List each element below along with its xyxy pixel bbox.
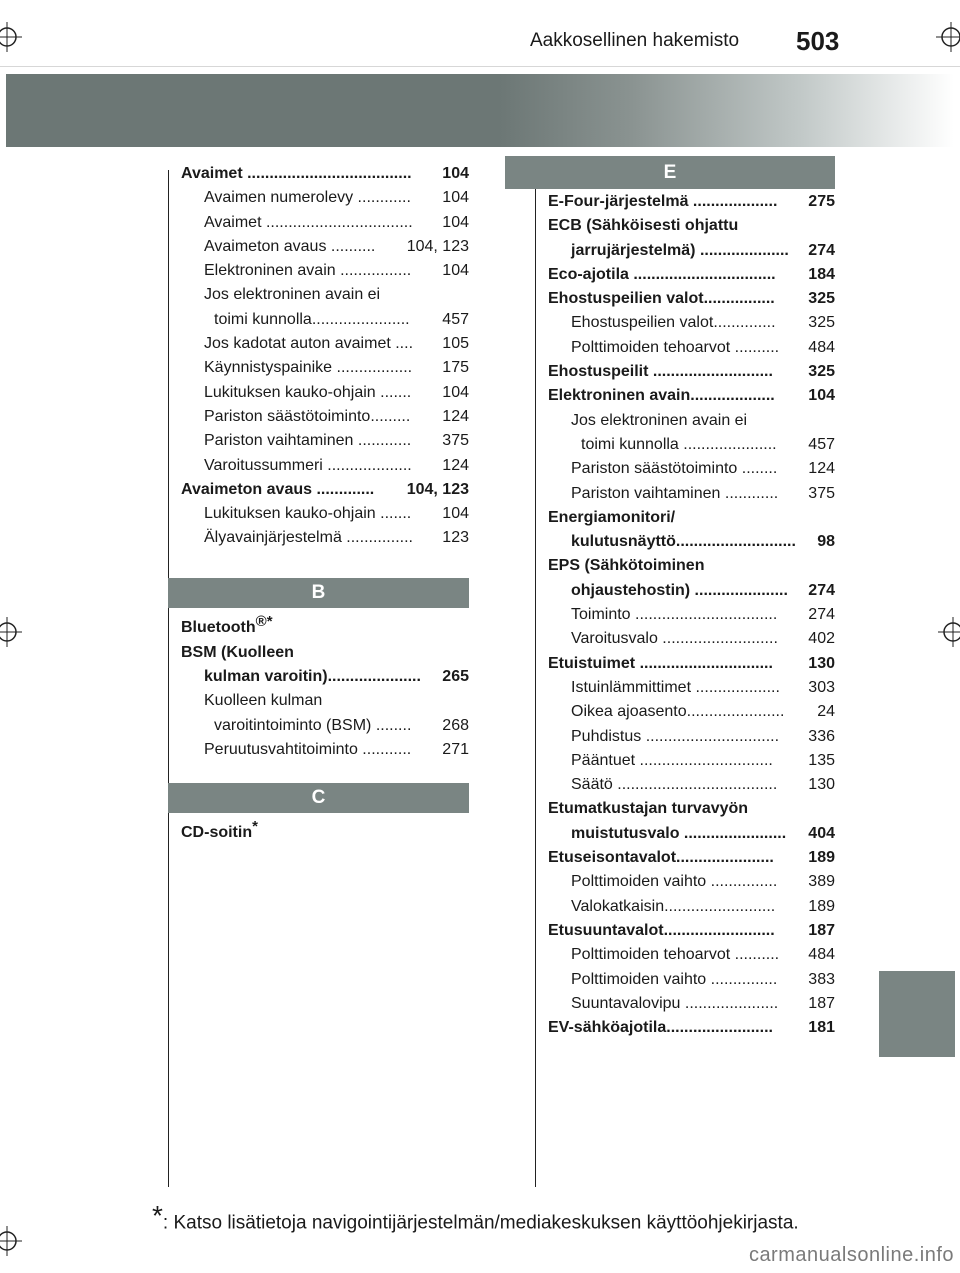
index-entry-leader: ...................... [676, 849, 774, 867]
section-header-e: E [505, 156, 835, 189]
index-entry-leader: ................... [322, 456, 412, 474]
index-entry [548, 968, 835, 992]
index-entry-leader: ................ [335, 262, 412, 280]
index-entry-page: 24 [815, 700, 835, 724]
index-entry-page: 184 [806, 263, 835, 287]
index-entry-leader: .............................. [635, 654, 773, 672]
index-entry-leader: ............... [706, 970, 778, 988]
footnote-text: : Katso lisätietoja navigointijärjestelmän/mediakeskuksen käyttöohjekirjasta. [162, 1212, 799, 1234]
index-entry [548, 336, 835, 360]
index-entry [548, 652, 835, 676]
chapter-thumb-tab [879, 971, 955, 1057]
index-entry [181, 478, 469, 502]
index-entry [181, 356, 469, 380]
index-entry [548, 287, 835, 311]
index-entry-leader: ........... [357, 740, 412, 758]
index-entry-page: 105 [440, 332, 469, 356]
index-entry-text: Polttimoiden tehoarvot [571, 946, 731, 964]
index-entry-leader: ................... [691, 678, 780, 696]
index-entry-page: 457 [806, 433, 835, 457]
index-entry-text: Polttimoiden vaihto [571, 970, 707, 988]
index-entry-text: Lukituksen kauko-ohjain [204, 505, 376, 523]
index-entry-leader: ................................ [630, 606, 778, 624]
index-entry-leader: ..................... [680, 994, 779, 1012]
section-header-c: C [168, 783, 469, 813]
index-entry [548, 506, 835, 530]
registration-mark-icon [0, 617, 22, 647]
index-entry-text: Puhdistus [571, 727, 642, 745]
page-number: 503 [796, 26, 840, 56]
index-entry [548, 214, 835, 238]
index-entry [181, 381, 469, 405]
index-entry-text: Pariston vaihtaminen [204, 432, 354, 450]
index-entry-page: 104 [806, 384, 835, 408]
index-entry-page: 375 [806, 482, 835, 506]
index-entry [181, 454, 469, 478]
index-entry-page: 383 [806, 968, 835, 992]
middle-column-rule [535, 170, 536, 1187]
index-entry-leader: ........................ [666, 1019, 773, 1037]
index-entry-text: Kuolleen kulman [204, 692, 323, 710]
index-entry-leader: .............................. [641, 727, 780, 745]
index-entry-text: toimi kunnolla [581, 435, 679, 453]
index-entry-leader: ............... [341, 529, 413, 547]
index-entry-text: jarrujärjestelmä) [571, 241, 696, 259]
registration-mark-icon [0, 22, 22, 52]
index-entry-text: Avaimet [181, 165, 243, 182]
index-entry-page: 389 [806, 870, 835, 894]
index-entry-text: Oikea ajoasento [571, 703, 687, 721]
index-entry [548, 263, 835, 287]
index-entry-page: 274 [806, 603, 835, 627]
index-entry-text: ohjaustehostin) [571, 581, 691, 599]
index-entry-text: Ehostuspeilien valot [571, 314, 714, 332]
index-entry-leader: ............. [312, 480, 375, 498]
index-entry-text: Peruutusvahtitoiminto [204, 740, 358, 758]
index-entry-page: 104 [440, 211, 469, 235]
index-entry [548, 239, 835, 263]
index-entry-text: Etuistuimet [548, 654, 636, 672]
index-entry-text: Avaimet [204, 213, 262, 231]
index-entry [181, 815, 469, 846]
index-entry-leader: ................................. [261, 213, 413, 231]
index-entry-leader: ........................... [675, 533, 796, 551]
index-entry-page: 98 [815, 530, 835, 554]
index-entry-page: 303 [806, 676, 835, 700]
index-entry-leader: ........ [371, 716, 412, 734]
index-entry-leader: ................. [332, 359, 413, 377]
index-entry-text: Avaimeton avaus [181, 480, 313, 498]
header-rule [0, 66, 960, 67]
index-entry [548, 749, 835, 773]
index-entry-text: Suuntavalovipu [571, 994, 681, 1012]
index-entry [181, 235, 469, 259]
index-entry [548, 870, 835, 894]
index-entry-leader: ......................... [663, 921, 775, 939]
index-entry [548, 603, 835, 627]
registration-mark-icon [936, 22, 960, 52]
index-entry [548, 700, 835, 724]
index-entry-page: 104 [440, 162, 469, 186]
index-entry [548, 457, 835, 481]
index-entry [548, 409, 835, 433]
index-entry-leader: ..................... [327, 667, 421, 685]
index-entry-leader: ..................... [678, 435, 777, 453]
index-entry-leader: ......................... [664, 897, 776, 915]
index-entry-text: Ehostuspeilit [548, 363, 649, 381]
watermark-text: carmanualsonline.info [748, 1244, 954, 1266]
index-entry-text: Valokatkaisin [571, 897, 665, 915]
index-entry-leader: .................... [695, 241, 789, 259]
index-entry-page: 325 [806, 311, 835, 335]
index-entry-leader: ..................... [690, 581, 788, 599]
index-entry-leader: ................... [688, 193, 778, 210]
index-entry-page: 130 [806, 773, 835, 797]
index-entry [548, 311, 835, 335]
index-entry [181, 283, 469, 307]
index-entry-leader: .................................... [612, 776, 778, 794]
index-entry-page: 268 [440, 714, 469, 738]
index-entry-page: 402 [806, 627, 835, 651]
index-entry-text: Avaimeton avaus [204, 237, 327, 255]
left-column-rule [168, 170, 169, 1187]
index-entry [181, 211, 469, 235]
index-entry-leader: ...................... [686, 703, 785, 721]
index-entry-page: 187 [806, 992, 835, 1016]
index-entry-page: 135 [806, 749, 835, 773]
index-entry [181, 405, 469, 429]
index-entry [548, 627, 835, 651]
index-entry-page: 104 [440, 381, 469, 405]
index-entry-text: Jos elektroninen avain ei [571, 411, 748, 429]
index-entry-superscript: ®* [255, 613, 273, 630]
index-entry-page: 124 [440, 454, 469, 478]
index-entry-text: Varoitusvalo [571, 630, 658, 648]
index-entry-leader: .... [390, 335, 414, 353]
index-entry-text: Lukituksen kauko-ohjain [204, 383, 376, 401]
index-entry-text: CD-soitin [181, 824, 253, 842]
index-entry [548, 846, 835, 870]
index-entry-text: toimi kunnolla [214, 310, 312, 328]
index-entry-page: 484 [806, 336, 835, 360]
index-entry-text: Pariston vaihtaminen [571, 484, 721, 502]
index-entry-leader: ....................... [679, 824, 787, 842]
index-entry-text: EV-sähköajotila [548, 1019, 667, 1037]
index-entry-text: Bluetooth [181, 619, 256, 637]
index-entry [548, 773, 835, 797]
index-entry-leader: .......................... [657, 630, 778, 648]
footnote [152, 1196, 799, 1234]
index-entry-page: 484 [806, 943, 835, 967]
index-entry-leader: .............................. [635, 751, 773, 769]
index-entry-leader: ............ [353, 189, 411, 207]
index-entry [181, 259, 469, 283]
index-entry-text: muistutusvalo [571, 824, 680, 842]
index-entry [548, 822, 835, 846]
index-entry-page: 274 [806, 239, 835, 263]
index-entry [548, 554, 835, 578]
index-entry [181, 502, 469, 526]
index-entry [181, 162, 469, 186]
index-entry [181, 610, 469, 641]
index-entry-page: 275 [806, 190, 835, 214]
index-entry [548, 919, 835, 943]
index-entry [181, 738, 469, 762]
index-entry [548, 482, 835, 506]
index-entry-page: 104, 123 [405, 478, 469, 502]
index-group-c [181, 815, 469, 846]
index-entry-page: 104 [440, 186, 469, 210]
index-entry-text: Jos elektroninen avain ei [204, 286, 381, 304]
index-entry-page: 189 [806, 846, 835, 870]
index-entry-text: Elektroninen avain [204, 262, 336, 280]
index-entry-text: Toiminto [571, 606, 631, 624]
index-entry-text: Käynnistyspainike [204, 359, 333, 377]
index-entry-text: ECB (Sähköisesti ohjattu [548, 217, 739, 235]
index-entry [548, 579, 835, 603]
index-entry [181, 689, 469, 713]
page-header-title: Aakkosellinen hakemisto [530, 30, 740, 51]
index-entry [548, 1016, 835, 1040]
index-entry-text: Polttimoiden tehoarvot [571, 338, 731, 356]
index-entry [181, 714, 469, 738]
registration-mark-icon [0, 1226, 22, 1256]
index-entry-text: Pariston säästötoiminto [571, 460, 738, 478]
index-entry-text: Ehostuspeilien valot [548, 290, 704, 308]
index-entry [548, 943, 835, 967]
index-entry-text: Pääntuet [571, 751, 636, 769]
index-entry [181, 332, 469, 356]
index-entry-text: Istuinlämmittimet [571, 678, 692, 696]
index-entry-text: BSM (Kuolleen [181, 643, 294, 661]
index-entry-page: 130 [806, 652, 835, 676]
index-entry-page: 104, 123 [405, 235, 469, 259]
index-entry-leader: ................ [703, 290, 775, 308]
index-entry-leader: ............ [720, 484, 779, 502]
index-entry [181, 641, 469, 665]
index-entry-page: 124 [806, 457, 835, 481]
index-entry [181, 526, 469, 550]
index-entry [548, 530, 835, 554]
index-entry [181, 186, 469, 210]
index-entry-page: 124 [440, 405, 469, 429]
index-entry-text: Älyavainjärjestelmä [204, 529, 342, 547]
index-entry [548, 992, 835, 1016]
index-entry-superscript: * [252, 818, 258, 835]
index-entry-text: Energiamonitori/ [548, 508, 676, 526]
index-entry-text: Varoitussummeri [204, 456, 323, 474]
index-entry-leader: ............... [706, 873, 778, 891]
index-entry-text: E-Four-järjestelmä [548, 193, 689, 210]
index-entry-page: 336 [806, 725, 835, 749]
index-entry-page: 271 [440, 738, 469, 762]
index-entry-text: Eco-ajotila [548, 265, 629, 283]
index-entry-text: EPS (Sähkötoiminen [548, 557, 705, 575]
index-entry [548, 797, 835, 821]
footnote-asterisk: * [152, 1200, 163, 1231]
index-entry-leader: ........ [737, 460, 778, 478]
index-entry-leader: .......... [730, 946, 780, 964]
index-group-e [548, 190, 835, 1040]
index-entry-leader: ...................... [311, 310, 410, 328]
index-entry-text: Polttimoiden vaihto [571, 873, 707, 891]
index-entry-leader: .............. [713, 314, 776, 332]
index-group-a [181, 162, 469, 551]
index-entry-leader: ............ [353, 432, 412, 450]
index-entry-page: 189 [806, 895, 835, 919]
index-entry-page: 404 [806, 822, 835, 846]
index-entry-page: 375 [440, 429, 469, 453]
index-entry [548, 676, 835, 700]
index-entry [548, 360, 835, 384]
index-entry-leader: .......... [730, 338, 780, 356]
index-entry-page: 325 [806, 360, 835, 384]
index-entry-page: 181 [806, 1016, 835, 1040]
index-entry-leader: .......... [326, 237, 376, 255]
index-entry-page: 457 [440, 308, 469, 332]
index-entry [548, 433, 835, 457]
index-entry-leader: ......... [370, 407, 411, 425]
index-entry-page: 123 [440, 526, 469, 550]
index-entry [548, 190, 835, 214]
index-entry-page: 265 [440, 665, 469, 689]
section-header-b: B [168, 578, 469, 608]
index-entry-text: varoitintoiminto (BSM) [214, 716, 372, 734]
index-group-b [181, 610, 469, 762]
index-entry-leader: ........................... [648, 363, 773, 381]
index-entry-text: kulutusnäyttö [571, 533, 676, 551]
index-entry-text: Avaimen numerolevy [204, 189, 354, 207]
index-entry-page: 325 [806, 287, 835, 311]
index-entry-page: 104 [440, 502, 469, 526]
index-entry-page: 274 [806, 579, 835, 603]
index-entry-page: 104 [440, 259, 469, 283]
index-entry-leader: ................................ [628, 265, 776, 283]
index-entry-text: Jos kadotat auton avaimet [204, 335, 391, 353]
index-entry-leader: ....... [375, 505, 412, 523]
index-entry-text: Etusuuntavalot [548, 921, 664, 939]
index-entry-text: Pariston säästötoiminto [204, 407, 371, 425]
index-entry-text: kulman varoitin) [204, 667, 328, 685]
index-entry [181, 665, 469, 689]
index-entry-text: Etuseisontavalot [548, 849, 677, 867]
index-entry-text: Elektroninen avain [548, 387, 691, 405]
index-entry [548, 384, 835, 408]
index-entry [181, 429, 469, 453]
index-entry-page: 175 [440, 356, 469, 380]
header-banner [6, 74, 954, 147]
index-entry [181, 308, 469, 332]
index-entry-leader: ................... [690, 387, 775, 405]
index-entry-leader: ..................................... [242, 165, 412, 182]
index-entry [548, 725, 835, 749]
index-entry-page: 187 [806, 919, 835, 943]
index-entry-text: Säätö [571, 776, 613, 794]
index-entry [548, 895, 835, 919]
registration-mark-icon [938, 617, 960, 647]
index-entry-leader: ....... [375, 383, 412, 401]
index-entry-text: Etumatkustajan turvavyön [548, 800, 749, 818]
